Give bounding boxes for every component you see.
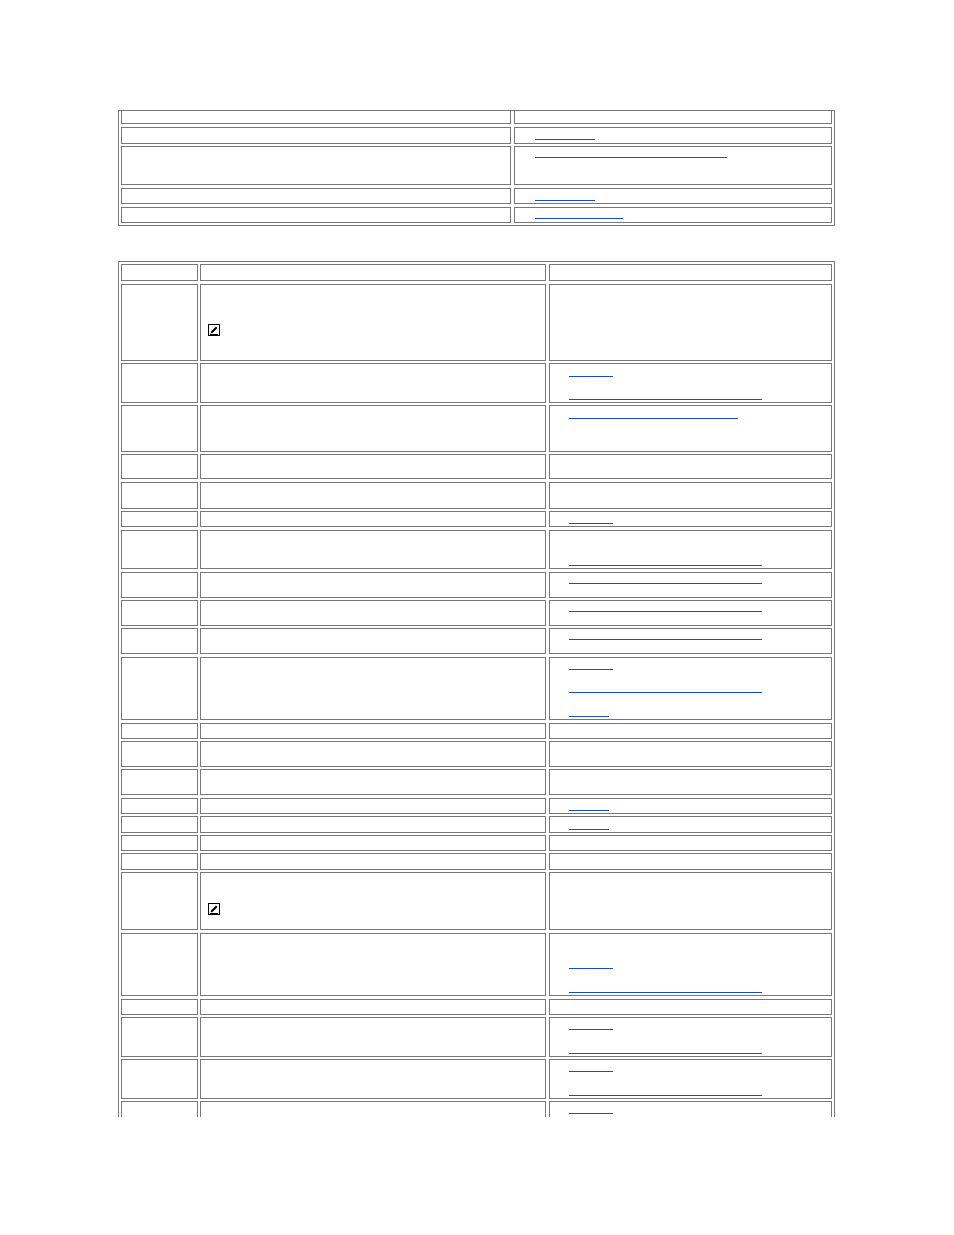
top-table-row-1-right — [514, 127, 832, 144]
main-table-row-cell — [549, 999, 832, 1015]
main-table-row-cell — [200, 999, 546, 1015]
main-table-row-cell — [121, 1059, 198, 1099]
main-table-row-cell — [549, 405, 832, 452]
row-link[interactable] — [569, 1053, 762, 1054]
main-table-row-cell — [549, 284, 832, 361]
note-pencil-icon — [208, 903, 220, 915]
main-table-row-cell — [121, 482, 198, 509]
main-table-row-cell — [200, 482, 546, 509]
row-link[interactable] — [569, 583, 762, 584]
main-table-row-cell — [200, 798, 546, 814]
main-table-header-col2 — [200, 264, 546, 281]
row-link[interactable] — [569, 418, 738, 419]
main-table-row-cell — [121, 530, 198, 569]
main-table-row-cell — [200, 628, 546, 654]
main-table-row-cell — [121, 999, 198, 1015]
main-table-row-cell — [121, 835, 198, 851]
main-table-row-cell — [549, 482, 832, 509]
main-table-row-cell — [200, 853, 546, 870]
main-table-row-cell — [200, 284, 546, 361]
main-table-row-cell — [549, 816, 832, 833]
main-table-row-cell — [121, 628, 198, 654]
main-table-row-cell — [549, 530, 832, 569]
top-table-row-1-link[interactable] — [535, 139, 595, 140]
top-table-row-2-left — [121, 146, 511, 185]
main-table-row-cell — [549, 454, 832, 479]
main-table-row-cell — [549, 1101, 832, 1117]
main-table-row-cell — [200, 511, 546, 527]
top-table-row-0-right — [514, 110, 832, 124]
main-table-row-cell — [549, 723, 832, 739]
top-table-row-4-link[interactable] — [535, 218, 623, 219]
row-link[interactable] — [569, 399, 762, 400]
top-table-row-4-right — [514, 207, 832, 223]
main-table-row-cell — [121, 1101, 198, 1117]
main-table-row-cell — [200, 835, 546, 851]
main-table-row-cell — [200, 405, 546, 452]
main-table-row-cell — [121, 363, 198, 403]
main-table-row-cell — [549, 872, 832, 930]
row-link[interactable] — [569, 523, 613, 524]
main-table-row-cell — [200, 769, 546, 795]
row-link[interactable] — [569, 1071, 613, 1072]
main-table-row-cell — [549, 933, 832, 996]
main-table-row-cell — [121, 872, 198, 930]
main-table-row-cell — [200, 816, 546, 833]
main-table-row-cell — [200, 530, 546, 569]
row-link[interactable] — [569, 810, 609, 811]
main-table-row-cell — [549, 363, 832, 403]
main-table-row-cell — [121, 657, 198, 720]
top-table-row-4-left — [121, 207, 511, 223]
main-table-row-cell — [549, 741, 832, 767]
main-table-row-cell — [121, 741, 198, 767]
main-table-row-cell — [549, 600, 832, 626]
main-table-header-col3 — [549, 264, 832, 281]
top-table-row-2-link[interactable] — [535, 157, 727, 158]
main-table-row-cell — [200, 657, 546, 720]
main-table-row-cell — [121, 572, 198, 598]
main-table-row-cell — [121, 511, 198, 527]
main-table-row-cell — [200, 1101, 546, 1117]
main-table-row-cell — [121, 769, 198, 795]
main-table-row-cell — [549, 769, 832, 795]
top-table-row-0-left — [121, 110, 511, 124]
row-link[interactable] — [569, 692, 762, 693]
main-table-row-cell — [549, 511, 832, 527]
main-table-header-col1 — [121, 264, 198, 281]
main-table-row-cell — [200, 741, 546, 767]
main-table-row-cell — [549, 853, 832, 870]
row-link[interactable] — [569, 1029, 613, 1030]
main-table-row-cell — [121, 405, 198, 452]
main-table-row-cell — [549, 657, 832, 720]
main-table-row-cell — [549, 835, 832, 851]
main-table-row-cell — [549, 1017, 832, 1057]
main-table-row-cell — [200, 872, 546, 930]
row-link[interactable] — [569, 992, 762, 993]
row-link[interactable] — [569, 611, 762, 612]
main-table-row-cell — [121, 600, 198, 626]
main-table-row-cell — [200, 454, 546, 479]
main-table-row-cell — [200, 933, 546, 996]
row-link[interactable] — [569, 1095, 762, 1096]
main-table-row-cell — [200, 723, 546, 739]
main-table-row-cell — [121, 1017, 198, 1057]
main-table-row-cell — [121, 933, 198, 996]
top-table-row-1-left — [121, 127, 511, 144]
main-table-row-cell — [200, 1017, 546, 1057]
row-link[interactable] — [569, 716, 609, 717]
main-table-row-cell — [549, 572, 832, 598]
row-link[interactable] — [569, 669, 613, 670]
main-table-row-cell — [200, 572, 546, 598]
main-table-row-cell — [549, 1059, 832, 1099]
top-table-row-3-right — [514, 188, 832, 204]
row-link[interactable] — [569, 829, 609, 830]
row-link[interactable] — [569, 968, 613, 969]
main-table-row-cell — [121, 798, 198, 814]
main-table-row-cell — [121, 816, 198, 833]
top-table-row-3-link[interactable] — [535, 200, 595, 201]
note-pencil-icon — [208, 324, 220, 336]
main-table-row-cell — [121, 454, 198, 479]
row-link[interactable] — [569, 565, 762, 566]
main-table-row-cell — [121, 853, 198, 870]
main-table-row-cell — [549, 628, 832, 654]
main-table-row-cell — [549, 798, 832, 814]
main-table-row-cell — [121, 284, 198, 361]
top-table-row-2-right — [514, 146, 832, 185]
main-table-row-cell — [200, 600, 546, 626]
main-table-row-cell — [200, 363, 546, 403]
row-link[interactable] — [569, 1113, 613, 1114]
main-table-row-cell — [121, 723, 198, 739]
top-table-row-3-left — [121, 188, 511, 204]
main-table-row-cell — [200, 1059, 546, 1099]
row-link[interactable] — [569, 376, 613, 377]
row-link[interactable] — [569, 639, 762, 640]
